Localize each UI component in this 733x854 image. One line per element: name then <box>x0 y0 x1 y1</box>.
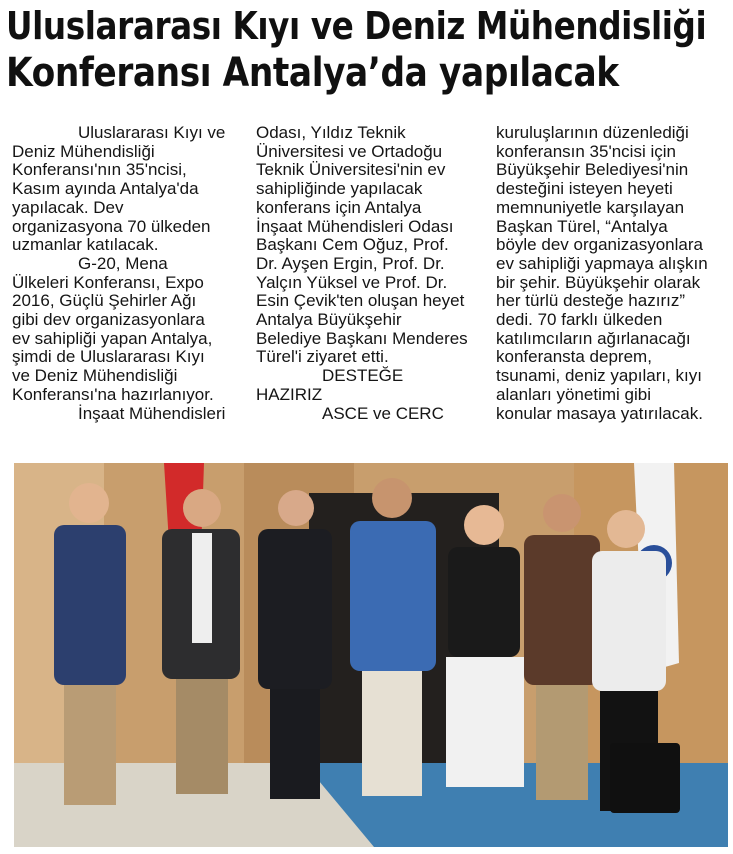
article-line: şimdi de Uluslararası Kıyı <box>12 347 205 367</box>
article-line: Belediye Başkanı Menderes <box>256 328 468 348</box>
article-line: ev sahipliği yapan Antalya, <box>12 328 213 348</box>
article-line: 2016, Güçlü Şehirler Ağı <box>12 291 197 311</box>
article-line: alanları yönetimi gibi <box>496 384 651 404</box>
article-line: konferans için Antalya <box>256 197 422 217</box>
article-line: Konferansı'na hazırlanıyor. <box>12 384 214 404</box>
article-line: bir şehir. Büyükşehir olarak <box>496 272 701 292</box>
article-line: Teknik Üniversitesi'nin ev <box>256 160 446 180</box>
article-line: gibi dev organizasyonlara <box>12 310 205 330</box>
article-line: ASCE ve CERC <box>322 403 444 423</box>
article-column-2 <box>256 124 488 423</box>
headline <box>6 4 728 98</box>
article-line: Deniz Mühendisliği <box>12 141 155 161</box>
article-line: Uluslararası Kıyı ve <box>78 123 226 142</box>
article-line: Büyükşehir Belediyesi'nin <box>496 160 689 180</box>
article-line: DESTEĞE <box>322 366 404 386</box>
article-line: organizasyona 70 ülkeden <box>12 216 211 236</box>
article-line: dedi. 70 farklı ülkeden <box>496 310 663 330</box>
article-line: Üniversitesi ve Ortadoğu <box>256 141 443 161</box>
article-column-3 <box>496 124 728 423</box>
article-line: Türel'i ziyaret etti. <box>256 347 389 367</box>
article-line: İnşaat Mühendisleri Odası <box>256 216 454 236</box>
article-line: böyle dev organizasyonlara <box>496 235 703 255</box>
article-line: Konferansı'nın 35'ncisi, <box>12 160 187 180</box>
article-line: Dr. Ayşen Ergin, Prof. Dr. <box>256 253 445 273</box>
article-line: Ülkeleri Konferansı, Expo <box>12 272 204 292</box>
article-line: tsunami, deniz yapıları, kıyı <box>496 366 702 386</box>
article-line: Esin Çevik'ten oluşan heyet <box>256 291 465 311</box>
article-line: konferansta deprem, <box>496 347 652 367</box>
article-line: uzmanlar katılacak. <box>12 235 159 255</box>
article-line: kuruluşlarının düzenlediği <box>496 123 689 142</box>
article-column-1 <box>12 124 244 423</box>
article-line: G-20, Mena <box>78 253 168 273</box>
article-line: HAZIRIZ <box>256 384 323 404</box>
article-line: İnşaat Mühendisleri <box>78 403 226 423</box>
article-line: memnuniyetle karşılayan <box>496 197 685 217</box>
article-line: Başkanı Cem Oğuz, Prof. <box>256 235 449 255</box>
group-photo-illustration <box>14 463 728 847</box>
article-line: Başkan Türel, “Antalya <box>496 216 668 236</box>
article-line: her türlü desteğe hazırız” <box>496 291 685 311</box>
headline-line-2: Konferansı Antalya’da yapılacak <box>6 50 619 96</box>
article-line: katılımcıların ağırlanacağı <box>496 328 691 348</box>
headline-line-1: Uluslararası Kıyı ve Deniz Mühendisliği <box>6 4 707 48</box>
article-line: Yalçın Yüksel ve Prof. Dr. <box>256 272 448 292</box>
article-line: ve Deniz Mühendisliği <box>12 366 178 386</box>
article-line: Kasım ayında Antalya'da <box>12 179 199 199</box>
article-line: Antalya Büyükşehir <box>256 310 402 330</box>
article-line: Odası, Yıldız Teknik <box>256 123 406 142</box>
article-line: ev sahipliği yapmaya alışkın <box>496 253 708 273</box>
article-line: konferansın 35'ncisi için <box>496 141 676 161</box>
group-photo <box>14 463 728 847</box>
article-line: yapılacak. Dev <box>12 197 124 217</box>
article-line: sahipliğinde yapılacak <box>256 179 423 199</box>
article-line: konular masaya yatırılacak. <box>496 403 703 423</box>
article-line: desteğini isteyen heyeti <box>496 179 673 199</box>
